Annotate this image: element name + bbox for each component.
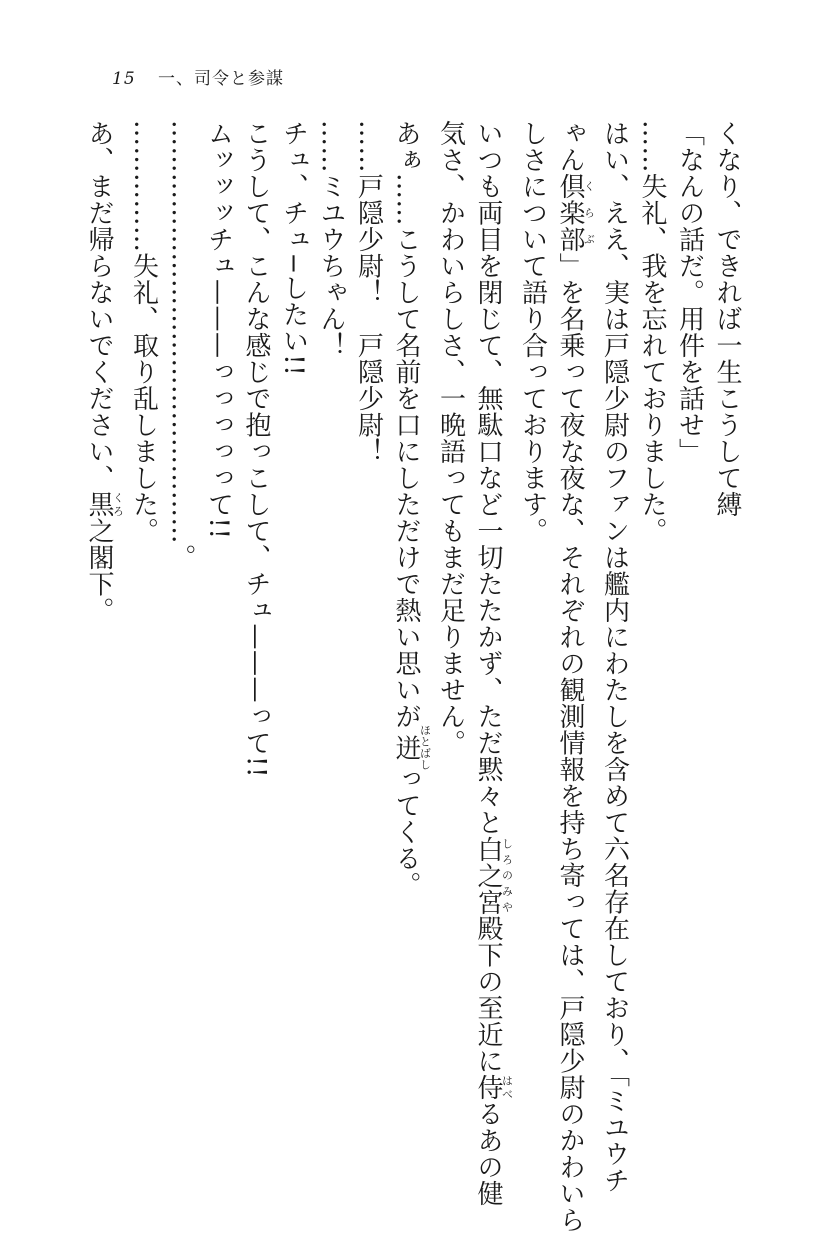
text-line: しさについて語り合っております。 <box>517 120 548 544</box>
text-line: ……戸隠少尉！ 戸隠少尉！ <box>353 120 384 465</box>
text-line: くなり、できれば一生こうして縛 <box>712 120 742 518</box>
text-line: チュ、チュ−したい!! <box>278 120 309 377</box>
text-line: ムッッッチュ———っっっっって!! <box>203 120 234 540</box>
ruby-word: 黒くろ <box>84 491 125 518</box>
text-line: 「なんの話だ。用件を話せ」 <box>674 120 705 465</box>
text-line: いつも両目を閉じて、無駄口など一切たたかず、ただ黙々と白之宮しろのみや殿下の至近に侍はべるあの健 <box>473 120 514 1207</box>
vertical-body-text <box>84 120 745 1233</box>
text-line: あぁ……こうして名前を口にしただけで熱い思いが迸ほとばしってくる。 <box>391 120 432 898</box>
page-number: 15 <box>112 69 136 89</box>
text-line: あ、まだ帰らないでください、黒くろ之閣下。 <box>84 120 125 624</box>
text-line: ゃん倶楽部くらぶ」を名乗って夜な夜な、それぞれの観測情報を持ち寄っては、戸隠少尉のかわいら <box>555 120 596 1233</box>
chapter-title: 一、司令と参謀 <box>158 69 285 89</box>
text-line: はい、ええ、実は戸隠少尉のファンは艦内にわたしを含めて六名存在しており、「ミユウチ <box>599 120 630 1194</box>
text-line: 気さ、かわいらしさ、一晩語ってもまだ足りません。 <box>435 120 466 756</box>
ruby-word: 迸ほとばし <box>391 724 432 771</box>
text-line: こうして、こんな感じで抱っこして、チュ———って!! <box>241 120 271 778</box>
text-line: …………………………………………。 <box>166 120 196 571</box>
text-line: ……ミユウちゃん！ <box>316 120 346 359</box>
ruby-word: 白之宮しろのみや <box>473 835 514 915</box>
text-line: ……………失礼、取り乱しました。 <box>128 120 159 544</box>
ruby-word: 倶楽部くらぶ <box>555 173 596 253</box>
running-header <box>112 64 284 89</box>
text-line: ……失礼、我を忘れておりました。 <box>637 120 667 544</box>
ruby-word: 侍はべ <box>473 1074 514 1101</box>
